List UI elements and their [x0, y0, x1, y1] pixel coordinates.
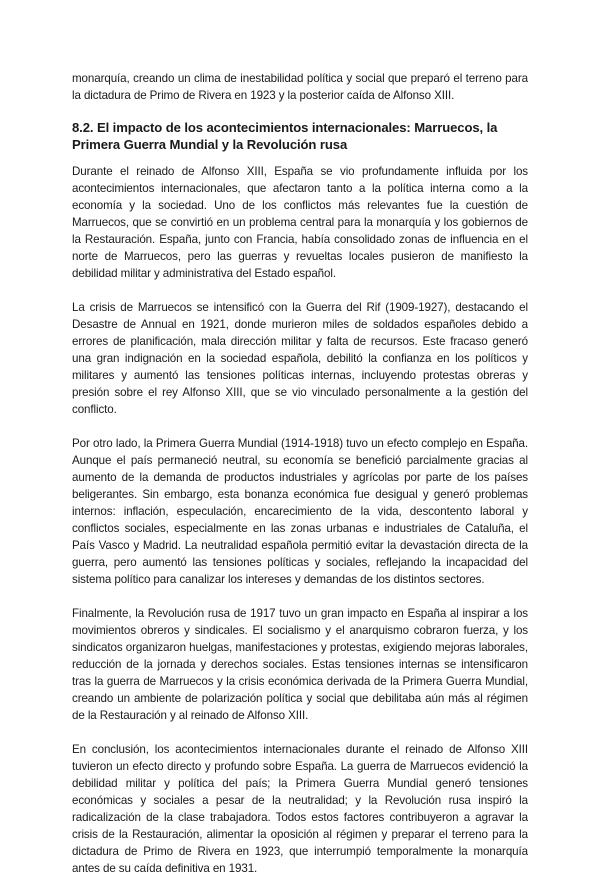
body-paragraph: Por otro lado, la Primera Guerra Mundial (1914-1918) tuvo un efecto complejo en España. Aunque el país permaneció neutral, su economía se benefició parcialmente gracias al aumento de la demanda de productos industriales y agrícolas por parte de los países beligerantes. Sin embargo, esta bonanza económica fue desigual y generó problemas internos: inflación, especulación, encarecimiento de la vida, descontento laboral y conflictos sociales, especialmente en las zonas urbanas e industriales de Cataluña, el País Vasco y Madrid. La neutralidad española permitió evitar la devastación directa de la guerra, pero aumentó las tensiones políticas y sociales, reflejando la incapacidad del sistema político para canalizar los intereses y demandas de los distintos sectores.: [72, 437, 528, 586]
body-paragraph: La crisis de Marruecos se intensificó con la Guerra del Rif (1909-1927), destacando el Desastre de Annual en 1921, donde murieron miles de soldados españoles debido a errores de planificación, mala dirección militar y falta de recursos. Este fracaso generó una gran indignación en la sociedad española, debilitó la confianza en los políticos y militares y aumentó las tensiones políticas internas, incluyendo protestas obreras y presión sobre el rey Alfonso XIII, que se vio vinculado personalmente a la gestión del conflicto.: [72, 301, 528, 416]
body-paragraph: Finalmente, la Revolución rusa de 1917 tuvo un gran impacto en España al inspirar a los movimientos obreros y sindicales. El socialismo y el anarquismo cobraron fuerza, y los sindicatos organizaron huelgas, manifestaciones y protestas, exigiendo mejoras laborales, reducción de la jornada y derechos sociales. Estas tensiones internas se intensificaron tras la guerra de Marruecos y la crisis económica derivada de la Primera Guerra Mundial, creando un ambiente de polarización política y social que debilitaba aún más al régimen de la Restauración y al reinado de Alfonso XIII.: [72, 607, 528, 722]
body-paragraph: En conclusión, los acontecimientos internacionales durante el reinado de Alfonso XIII tuvieron un efecto directo y profundo sobre España. La guerra de Marruecos evidenció la debilidad militar y política del país; la Primera Guerra Mundial generó tensiones económicas y sociales a pesar de la neutralidad; y la Revolución rusa inspiró la radicalización de la clase trabajadora. Todos estos factores contribuyeron a agravar la crisis de la Restauración, alimentar la oposición al régimen y preparar el terreno para la dictadura de Primo de Rivera en 1923, que interrumpió temporalmente la monarquía antes de su caída definitiva en 1931.: [72, 743, 528, 875]
document-page: [72, 70, 528, 894]
section-heading: 8.2. El impacto de los acontecimientos internacionales: Marruecos, la Primera Guerra Mundial y la Revolución rusa: [72, 120, 498, 152]
intro-paragraph: monarquía, creando un clima de inestabilidad política y social que preparó el terreno para la dictadura de Primo de Rivera en 1923 y la posterior caída de Alfonso XIII.: [72, 72, 528, 102]
body-paragraph: Durante el reinado de Alfonso XIII, España se vio profundamente influida por los acontecimientos internacionales, que afectaron tanto a la política interna como a la economía y la sociedad. Uno de los conflictos más relevantes fue la cuestión de Marruecos, que se convirtió en un problema central para la monarquía y los gobiernos de la Restauración. España, junto con Francia, había consolidado zonas de influencia en el norte de Marruecos, pero las guerras y revueltas locales pusieron de manifiesto la debilidad militar y administrativa del Estado español.: [72, 165, 528, 280]
